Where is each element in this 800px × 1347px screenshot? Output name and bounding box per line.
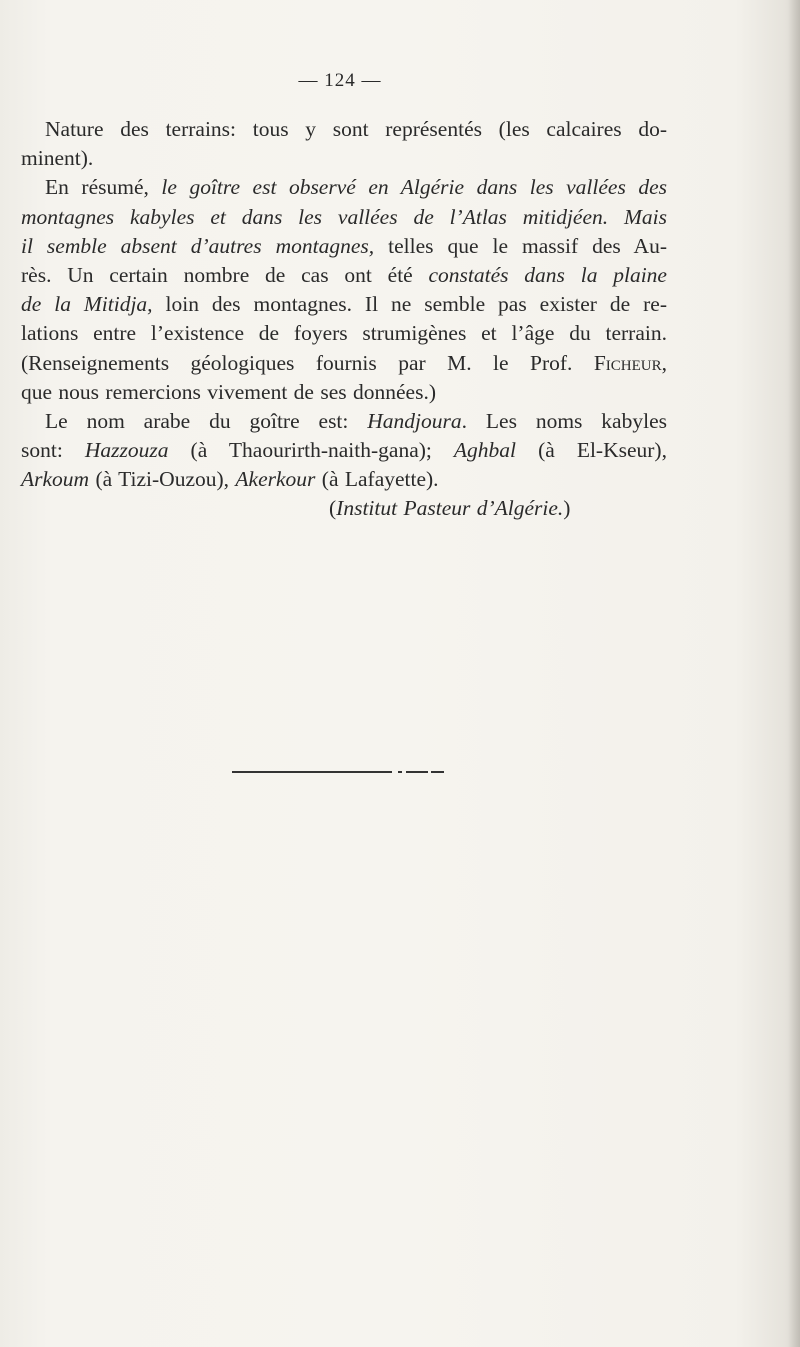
- italic-run: il semble absent d’autres montagnes,: [21, 233, 375, 258]
- body-text: [21, 115, 667, 524]
- text-run: loin des montagnes. Il ne semble pas exister de re-: [152, 292, 667, 317]
- paragraph-3-line-3: [21, 465, 667, 494]
- signature-close-paren: ): [563, 496, 571, 521]
- paragraph-3-line-2: [21, 436, 667, 465]
- italic-run: Handjoura: [367, 408, 462, 433]
- paragraph-1-line-1: Nature des terrains: tous y sont représentés (les calcaires do-: [45, 117, 667, 141]
- signature-open-paren: (: [329, 496, 337, 521]
- rule-segment: [431, 771, 444, 773]
- text-run: . Les noms kabyles: [461, 408, 667, 433]
- text-run: sont:: [21, 438, 85, 463]
- paragraph-2-line-6: lations entre l’existence de foyers strumigènes et l’âge du terrain.: [21, 321, 667, 346]
- text-run: (à Thaourirth-naith-gana);: [168, 438, 454, 463]
- text-run: (à El-Kseur),: [516, 438, 667, 463]
- italic-run: Akerkour: [235, 467, 316, 492]
- paragraph-2-line-3: [21, 232, 667, 261]
- text-run: (Renseignements géologiques fournis par M. le Prof.: [21, 350, 594, 375]
- page-number: — 124 —: [298, 70, 382, 91]
- rule-segment: [232, 771, 392, 773]
- italic-run: de la Mitidja,: [21, 292, 153, 317]
- paragraph-2-line-4: [21, 261, 667, 290]
- paragraph-2-line-8: que nous remercions vivement de ses données.): [21, 379, 436, 404]
- page-edge-shadow: [788, 0, 800, 1347]
- text-run: En résumé,: [45, 175, 162, 200]
- signature-text: Institut Pasteur d’Algérie.: [336, 496, 564, 521]
- text-run: telles que le massif des Au-: [374, 233, 667, 258]
- text-run: (à Lafayette).: [315, 467, 439, 492]
- italic-run: Aghbal: [453, 438, 517, 463]
- text-run: (à Tizi-Ouzou),: [89, 467, 236, 492]
- text-run: Le nom arabe du goître est:: [45, 408, 368, 433]
- text-run: rès. Un certain nombre de cas ont été: [21, 262, 429, 287]
- small-caps-run: Ficheur: [593, 350, 662, 375]
- rule-dot: [398, 771, 402, 773]
- italic-run: Hazzouza: [84, 438, 169, 463]
- paragraph-1-line-2: minent).: [21, 146, 94, 171]
- paragraph-2-line-7: [21, 349, 667, 378]
- paragraph-2-line-1: [21, 173, 667, 202]
- paragraph-2-line-2: montagnes kabyles et dans les vallées de l’Atlas mitidjéen. Mais: [21, 204, 667, 229]
- text-run: ,: [661, 350, 667, 375]
- paragraph-3-line-1: [21, 407, 667, 436]
- signature: [21, 494, 667, 523]
- italic-run: Arkoum: [21, 467, 90, 492]
- rule-segment: [406, 771, 428, 773]
- italic-run: le goître est observé en Algérie dans les vallées des: [161, 175, 668, 200]
- paragraph-2-line-5: [21, 290, 667, 319]
- end-rule: [232, 770, 444, 773]
- italic-run: constatés dans la plaine: [428, 262, 667, 287]
